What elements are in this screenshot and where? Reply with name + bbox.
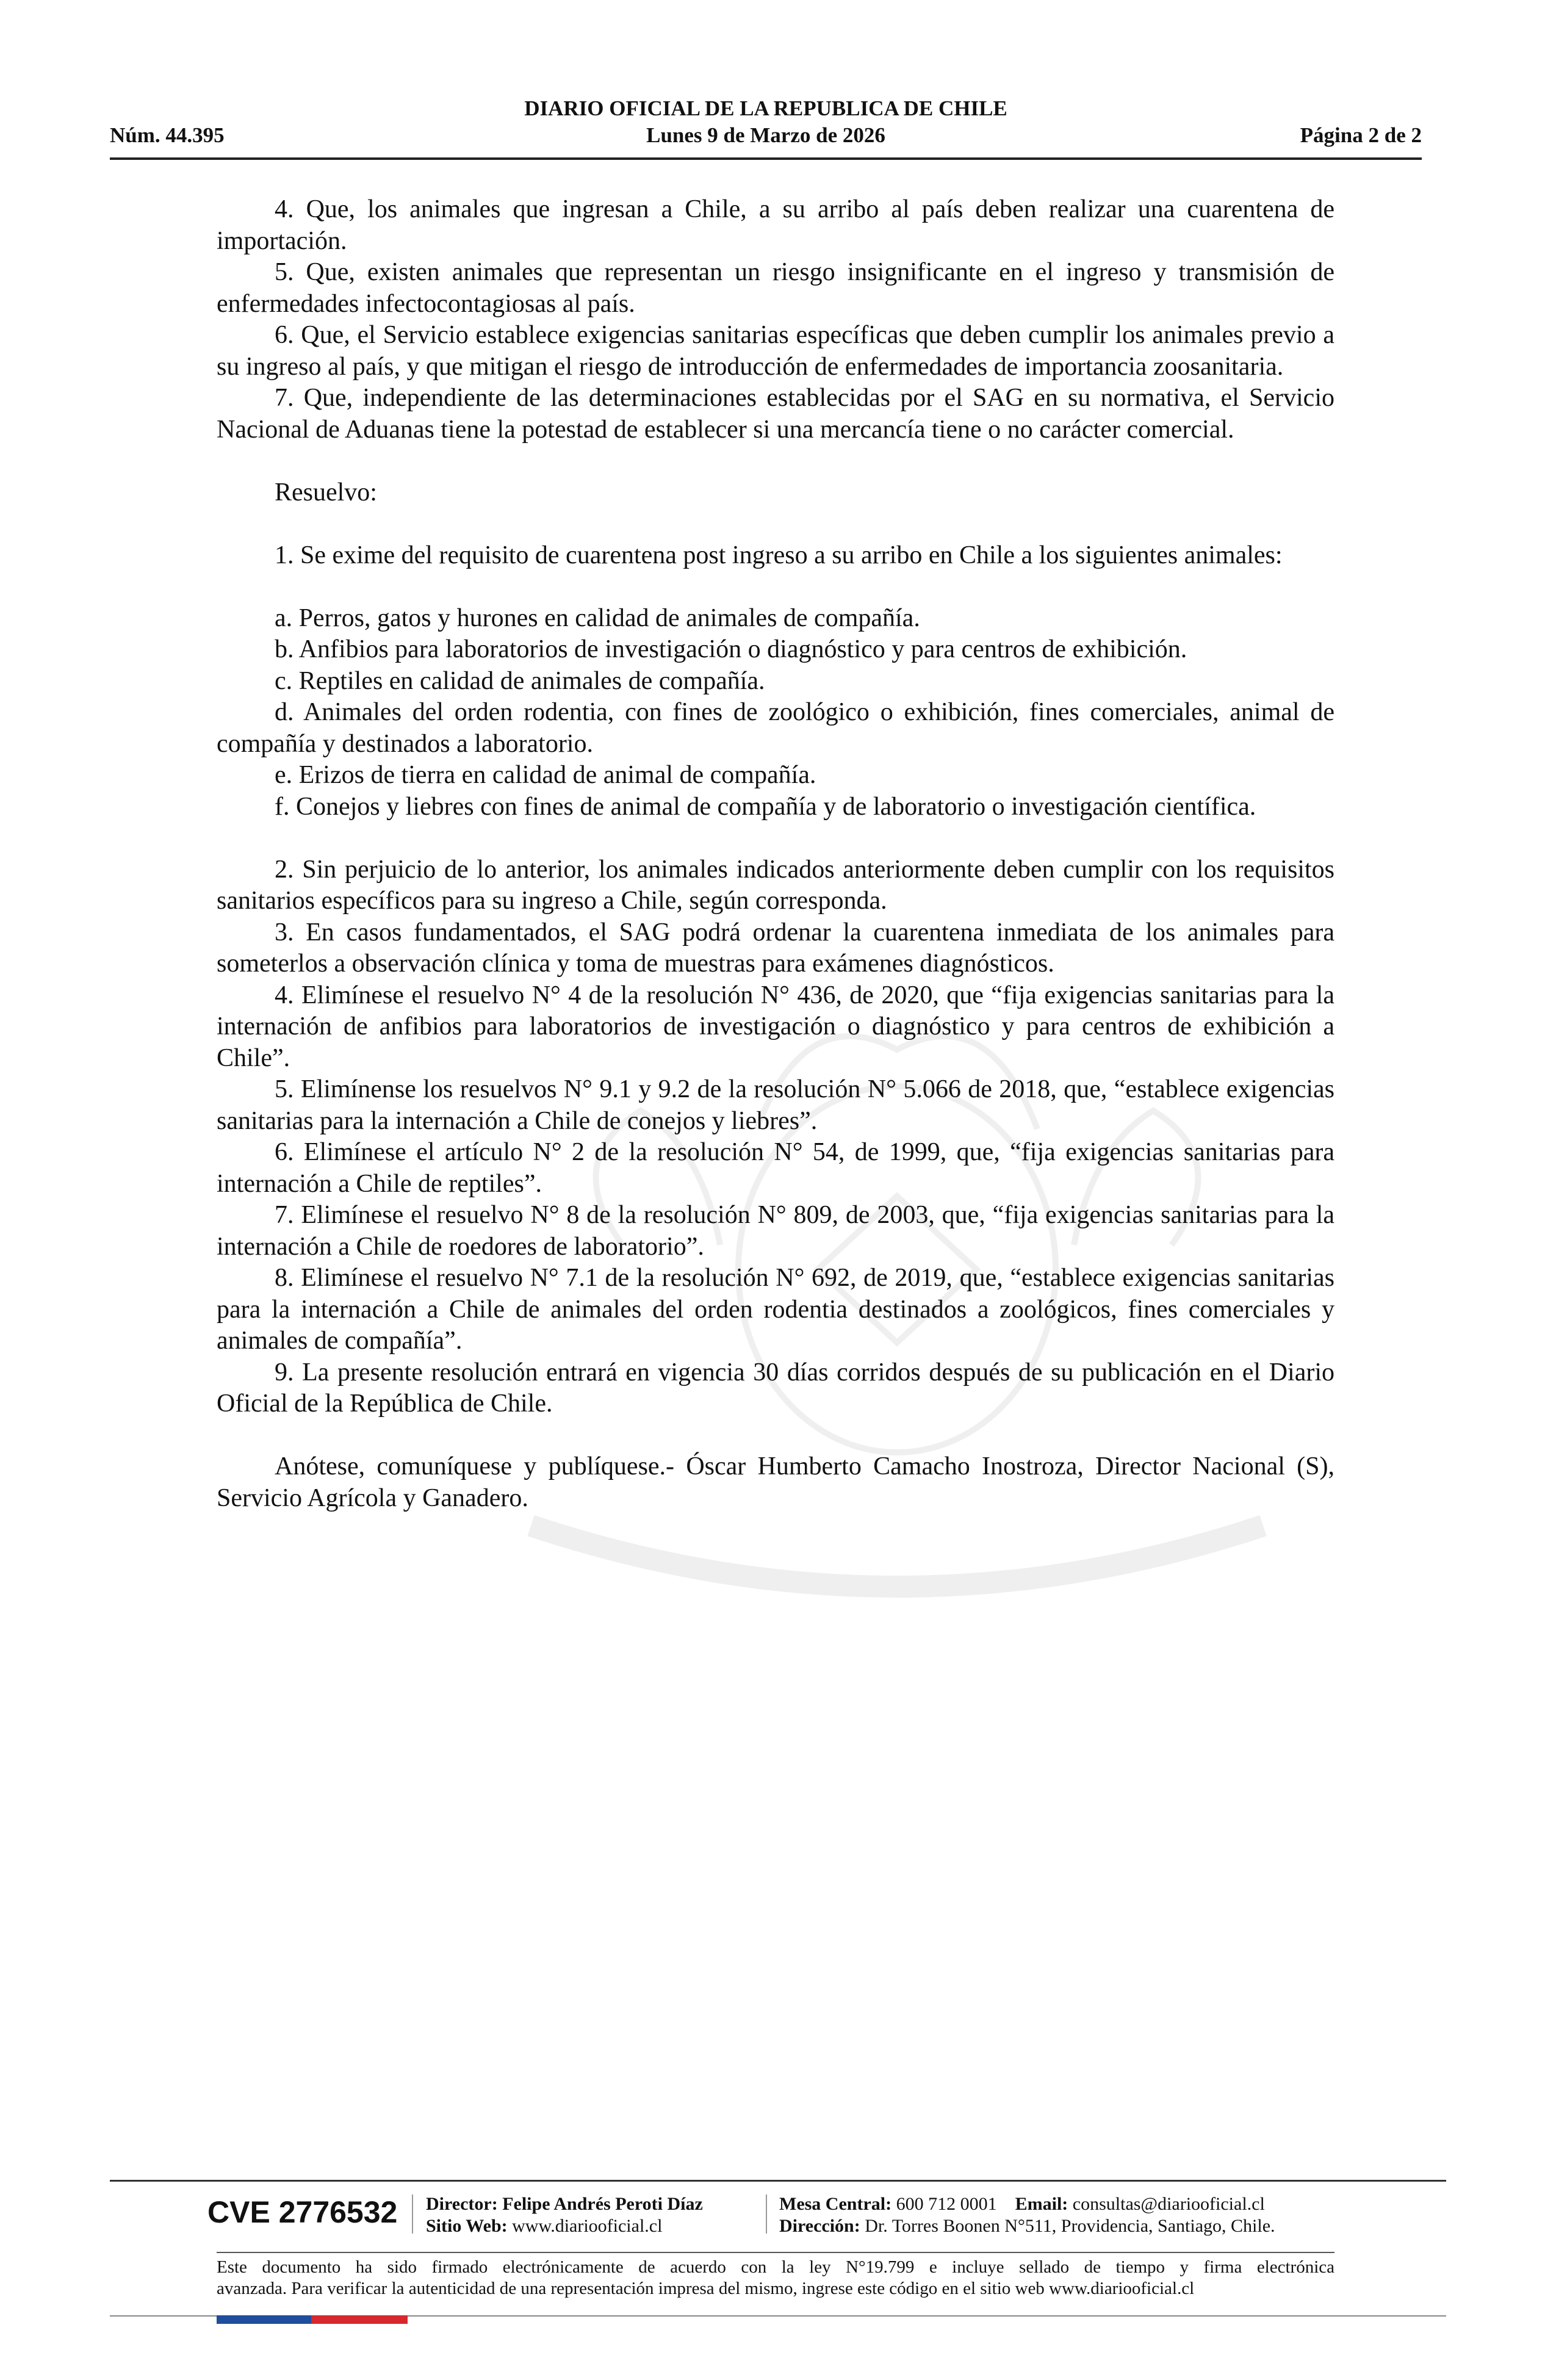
exempt-item-c: c. Reptiles en calidad de animales de compañía. (275, 666, 765, 695)
page-number: Página 2 de 2 (1300, 123, 1422, 147)
page-header (110, 96, 1422, 160)
footer-divider (110, 2180, 1446, 2182)
resuelvo-heading: Resuelvo: (275, 478, 377, 507)
resuelvo-4: 4. Elimínese el resuelvo N° 4 de la resolución N° 436, de 2020, que “fija exigencias sanitarias para la internación de anfibios para laboratorios de investigación o diagnóstico y para centros de exhibición a Chile”. (217, 981, 1334, 1072)
electronic-signature-notice (217, 2257, 1334, 2299)
cve-code: CVE 2776532 (207, 2195, 398, 2229)
notice-line-2: avanzada. Para verificar la autenticidad de una representación impresa del mismo, ingrese este código en el sitio web www.diariooficial.cl (217, 2279, 1195, 2298)
journal-title: DIARIO OFICIAL DE LA REPUBLICA DE CHILE (524, 96, 1007, 120)
considerando-6: 6. Que, el Servicio establece exigencias sanitarias específicas que deben cumplir los animales previo a su ingreso al país, y que mitigan el riesgo de introducción de enfermedades de importancia zoosanitaria. (217, 321, 1334, 381)
email-link[interactable]: consultas@diariooficial.cl (1072, 2194, 1265, 2214)
exempt-item-a: a. Perros, gatos y hurones en calidad de animales de compañía. (275, 604, 920, 632)
site-link[interactable]: www.diariooficial.cl (512, 2216, 663, 2236)
email-label: Email: (1015, 2194, 1068, 2214)
exempt-item-e: e. Erizos de tierra en calidad de animal de compañía. (275, 761, 816, 789)
site-label: Sitio Web: (426, 2216, 508, 2236)
issue-number: Núm. 44.395 (110, 123, 225, 147)
exempt-item-b: b. Anfibios para laboratorios de investigación o diagnóstico y para centros de exhibición. (275, 635, 1187, 663)
resolution-body (217, 194, 1334, 1514)
footer-notice-divider (217, 2252, 1334, 2253)
resuelvo-3: 3. En casos fundamentados, el SAG podrá ordenar la cuarentena inmediata de los animales para someterlos a observación clínica y toma de muestras para exámenes diagnósticos. (217, 918, 1334, 978)
resuelvo-8: 8. Elimínese el resuelvo N° 7.1 de la resolución N° 692, de 2019, que, “establece exigencias sanitarias para la internación a Chile de animales del orden rodentia destinados a zoológicos, fines comerciales y animales de compañía”. (217, 1264, 1334, 1355)
flag-stripe-red (311, 2315, 408, 2324)
director-name: Felipe Andrés Peroti Díaz (502, 2194, 703, 2214)
exempt-item-d: d. Animales del orden rodentia, con fines de zoológico o exhibición, fines comerciales, animal de compañía y destinados a laboratorio. (217, 698, 1334, 758)
footer-contact-block (779, 2193, 1275, 2237)
resuelvo-7: 7. Elimínese el resuelvo N° 8 de la resolución N° 809, de 2003, que, “fija exigencias sanitarias para la internación a Chile de roedores de laboratorio”. (217, 1201, 1334, 1261)
footer-director-block (426, 2193, 703, 2237)
footer-separator (766, 2194, 767, 2234)
address-value: Dr. Torres Boonen N°511, Providencia, Santiago, Chile. (865, 2216, 1275, 2236)
director-label: Director: (426, 2194, 498, 2214)
notice-line-1: Este documento ha sido firmado electrónicamente de acuerdo con la ley N°19.799 e incluye sellado de tiempo y firma electrónica (217, 2257, 1334, 2277)
resuelvo-2: 2. Sin perjuicio de lo anterior, los animales indicados anteriormente deben cumplir con los requisitos sanitarios específicos para su ingreso a Chile, según corresponda. (217, 855, 1334, 915)
closing-signature: Anótese, comuníquese y publíquese.- Óscar Humberto Camacho Inostroza, Director Nacional (S), Servicio Agrícola y Ganadero. (217, 1452, 1334, 1512)
issue-date: Lunes 9 de Marzo de 2026 (646, 123, 885, 147)
resuelvo-5: 5. Elimínense los resuelvos N° 9.1 y 9.2 de la resolución N° 5.066 de 2018, que, “establece exigencias sanitarias para la internación a Chile de conejos y liebres”. (217, 1075, 1334, 1135)
considerando-4: 4. Que, los animales que ingresan a Chile, a su arribo al país deben realizar una cuarentena de importación. (217, 195, 1334, 255)
resuelvo-6: 6. Elimínese el artículo N° 2 de la resolución N° 54, de 1999, que, “fija exigencias sanitarias para internación a Chile de reptiles”. (217, 1138, 1334, 1198)
footer-separator (412, 2194, 413, 2234)
address-label: Dirección: (779, 2216, 860, 2236)
considerando-5: 5. Que, existen animales que representan un riesgo insignificante en el ingreso y transmisión de enfermedades infectocontagiosas al país. (217, 258, 1334, 318)
resuelvo-9: 9. La presente resolución entrará en vigencia 30 días corridos después de su publicación en el Diario Oficial de la República de Chile. (217, 1358, 1334, 1418)
flag-stripe-blue (217, 2315, 311, 2324)
phone-value: 600 712 0001 (896, 2194, 997, 2214)
considerando-7: 7. Que, independiente de las determinaciones establecidas por el SAG en su normativa, el Servicio Nacional de Aduanas tiene la potestad de establecer si una mercancía tiene o no carácter comercial. (217, 384, 1334, 444)
phone-label: Mesa Central: (779, 2194, 892, 2214)
exempt-item-f: f. Conejos y liebres con fines de animal de compañía y de laboratorio o investigación científica. (275, 792, 1256, 821)
resuelvo-1: 1. Se exime del requisito de cuarentena post ingreso a su arribo en Chile a los siguientes animales: (275, 541, 1283, 569)
